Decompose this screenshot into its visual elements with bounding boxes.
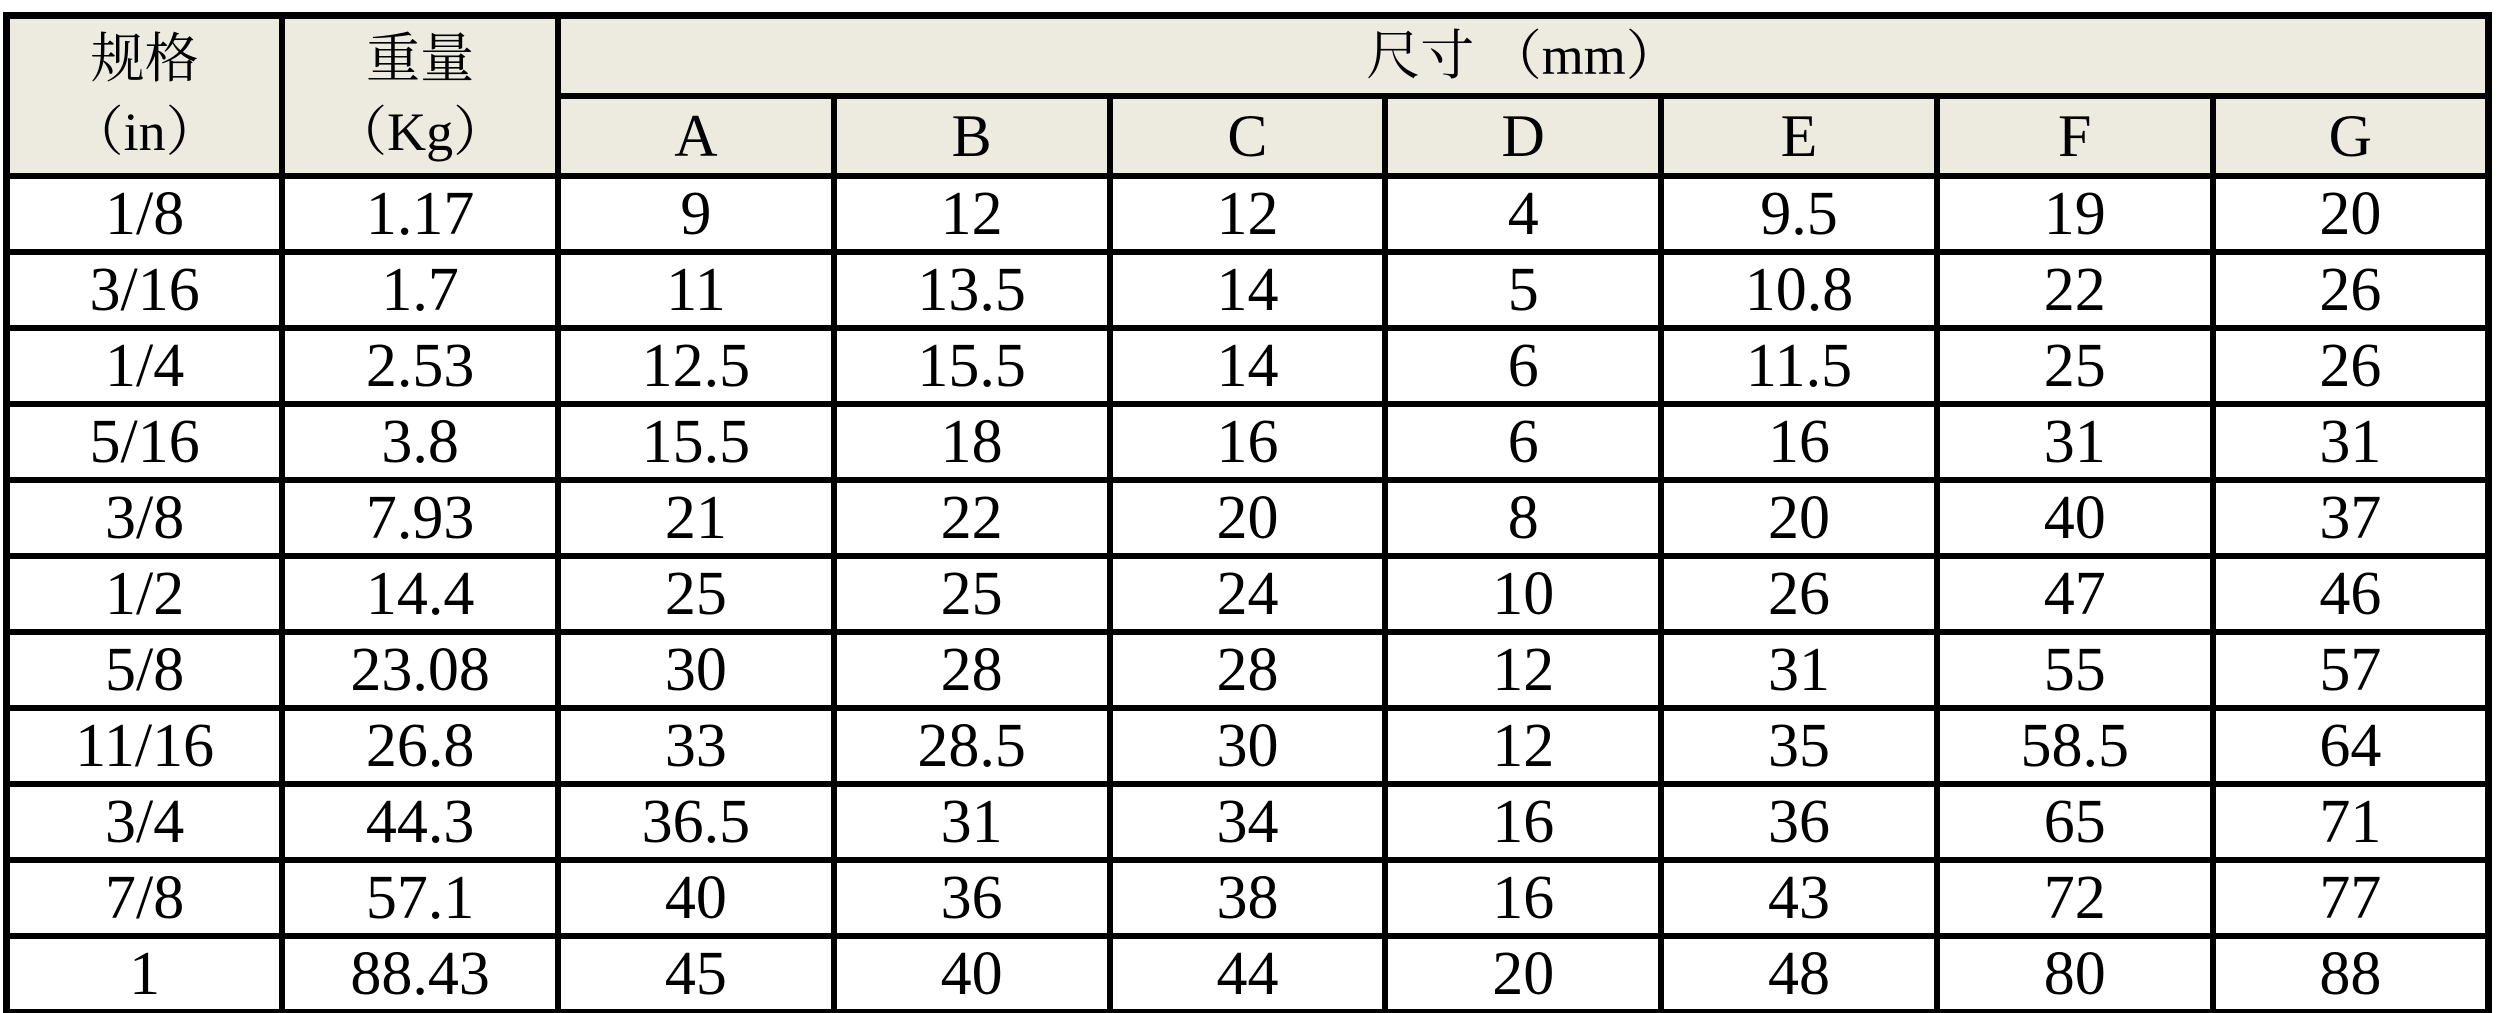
dim-e-cell: 10.8 xyxy=(1661,252,1937,328)
dim-b-cell: 12 xyxy=(834,176,1110,252)
dim-a-cell: 33 xyxy=(558,708,834,784)
header-col-b: B xyxy=(834,96,1110,176)
dimension-spec-table xyxy=(3,12,2492,1013)
dim-g-cell: 88 xyxy=(2213,936,2489,1013)
weight-cell: 2.53 xyxy=(282,328,558,404)
dim-g-cell: 20 xyxy=(2213,176,2489,252)
dim-e-cell: 31 xyxy=(1661,632,1937,708)
dim-g-cell: 31 xyxy=(2213,404,2489,480)
dim-b-cell: 40 xyxy=(834,936,1110,1013)
weight-cell: 7.93 xyxy=(282,480,558,556)
table-row xyxy=(7,480,2489,556)
dim-e-cell: 48 xyxy=(1661,936,1937,1013)
dim-g-cell: 37 xyxy=(2213,480,2489,556)
spec-cell: 1/4 xyxy=(7,328,283,404)
dim-f-cell: 19 xyxy=(1937,176,2213,252)
dim-c-cell: 12 xyxy=(1110,176,1386,252)
dim-c-cell: 14 xyxy=(1110,328,1386,404)
dim-b-cell: 28 xyxy=(834,632,1110,708)
header-weight-label: 重量 xyxy=(366,29,475,89)
dim-f-cell: 31 xyxy=(1937,404,2213,480)
dim-b-cell: 18 xyxy=(834,404,1110,480)
dim-b-cell: 28.5 xyxy=(834,708,1110,784)
dim-c-cell: 20 xyxy=(1110,480,1386,556)
spec-cell: 3/16 xyxy=(7,252,283,328)
header-dimensions-group: 尺寸 （mm） xyxy=(558,16,2488,96)
dim-f-cell: 65 xyxy=(1937,784,2213,860)
spec-cell: 3/4 xyxy=(7,784,283,860)
header-col-c: C xyxy=(1110,96,1386,176)
dim-g-cell: 46 xyxy=(2213,556,2489,632)
dim-c-cell: 16 xyxy=(1110,404,1386,480)
dim-e-cell: 16 xyxy=(1661,404,1937,480)
spec-cell: 11/16 xyxy=(7,708,283,784)
weight-cell: 14.4 xyxy=(282,556,558,632)
spec-cell: 1/8 xyxy=(7,176,283,252)
dim-e-cell: 26 xyxy=(1661,556,1937,632)
dim-e-cell: 20 xyxy=(1661,480,1937,556)
dim-g-cell: 77 xyxy=(2213,860,2489,936)
dim-g-cell: 64 xyxy=(2213,708,2489,784)
dim-b-cell: 15.5 xyxy=(834,328,1110,404)
table-row xyxy=(7,404,2489,480)
weight-cell: 1.17 xyxy=(282,176,558,252)
table-row xyxy=(7,556,2489,632)
table-header xyxy=(7,16,2489,177)
dim-d-cell: 6 xyxy=(1385,328,1661,404)
dim-b-cell: 13.5 xyxy=(834,252,1110,328)
header-spec xyxy=(7,16,283,177)
table-row xyxy=(7,860,2489,936)
dim-f-cell: 25 xyxy=(1937,328,2213,404)
dim-b-cell: 22 xyxy=(834,480,1110,556)
dim-f-cell: 80 xyxy=(1937,936,2213,1013)
table-row xyxy=(7,632,2489,708)
dim-g-cell: 71 xyxy=(2213,784,2489,860)
dim-g-cell: 26 xyxy=(2213,328,2489,404)
table-row xyxy=(7,708,2489,784)
dim-d-cell: 8 xyxy=(1385,480,1661,556)
dim-a-cell: 30 xyxy=(558,632,834,708)
weight-cell: 1.7 xyxy=(282,252,558,328)
dim-f-cell: 22 xyxy=(1937,252,2213,328)
dim-d-cell: 4 xyxy=(1385,176,1661,252)
spec-cell: 1/2 xyxy=(7,556,283,632)
weight-cell: 3.8 xyxy=(282,404,558,480)
header-col-g: G xyxy=(2213,96,2489,176)
dim-d-cell: 16 xyxy=(1385,860,1661,936)
spec-cell: 5/16 xyxy=(7,404,283,480)
dim-b-cell: 25 xyxy=(834,556,1110,632)
dim-e-cell: 35 xyxy=(1661,708,1937,784)
dim-f-cell: 47 xyxy=(1937,556,2213,632)
dim-a-cell: 15.5 xyxy=(558,404,834,480)
weight-cell: 57.1 xyxy=(282,860,558,936)
dim-e-cell: 36 xyxy=(1661,784,1937,860)
dim-d-cell: 5 xyxy=(1385,252,1661,328)
dim-e-cell: 43 xyxy=(1661,860,1937,936)
dim-f-cell: 40 xyxy=(1937,480,2213,556)
dim-c-cell: 28 xyxy=(1110,632,1386,708)
weight-cell: 26.8 xyxy=(282,708,558,784)
weight-cell: 88.43 xyxy=(282,936,558,1013)
dim-d-cell: 16 xyxy=(1385,784,1661,860)
dim-b-cell: 36 xyxy=(834,860,1110,936)
dim-a-cell: 40 xyxy=(558,860,834,936)
header-spec-label: 规格 xyxy=(90,29,199,89)
dim-a-cell: 25 xyxy=(558,556,834,632)
dim-c-cell: 38 xyxy=(1110,860,1386,936)
dim-a-cell: 21 xyxy=(558,480,834,556)
dim-c-cell: 30 xyxy=(1110,708,1386,784)
dim-a-cell: 45 xyxy=(558,936,834,1013)
dim-f-cell: 55 xyxy=(1937,632,2213,708)
table-row xyxy=(7,784,2489,860)
header-col-d: D xyxy=(1385,96,1661,176)
dim-d-cell: 12 xyxy=(1385,632,1661,708)
header-row-group xyxy=(7,16,2489,96)
header-weight xyxy=(282,16,558,177)
dim-a-cell: 9 xyxy=(558,176,834,252)
dim-d-cell: 10 xyxy=(1385,556,1661,632)
header-col-e: E xyxy=(1661,96,1937,176)
dim-c-cell: 44 xyxy=(1110,936,1386,1013)
dim-a-cell: 12.5 xyxy=(558,328,834,404)
table-body xyxy=(7,176,2489,1013)
dim-f-cell: 58.5 xyxy=(1937,708,2213,784)
spec-cell: 3/8 xyxy=(7,480,283,556)
dim-f-cell: 72 xyxy=(1937,860,2213,936)
header-col-f: F xyxy=(1937,96,2213,176)
spec-cell: 5/8 xyxy=(7,632,283,708)
dim-e-cell: 9.5 xyxy=(1661,176,1937,252)
dim-a-cell: 36.5 xyxy=(558,784,834,860)
dim-d-cell: 6 xyxy=(1385,404,1661,480)
weight-cell: 44.3 xyxy=(282,784,558,860)
table-row xyxy=(7,936,2489,1013)
dim-g-cell: 26 xyxy=(2213,252,2489,328)
weight-cell: 23.08 xyxy=(282,632,558,708)
dim-a-cell: 11 xyxy=(558,252,834,328)
dim-g-cell: 57 xyxy=(2213,632,2489,708)
spec-cell: 7/8 xyxy=(7,860,283,936)
table-row xyxy=(7,176,2489,252)
dim-e-cell: 11.5 xyxy=(1661,328,1937,404)
spec-cell: 1 xyxy=(7,936,283,1013)
table-row xyxy=(7,328,2489,404)
header-col-a: A xyxy=(558,96,834,176)
header-weight-unit: （Kg） xyxy=(333,102,508,162)
dim-c-cell: 14 xyxy=(1110,252,1386,328)
dim-c-cell: 34 xyxy=(1110,784,1386,860)
dim-b-cell: 31 xyxy=(834,784,1110,860)
dim-d-cell: 20 xyxy=(1385,936,1661,1013)
dim-d-cell: 12 xyxy=(1385,708,1661,784)
table-row xyxy=(7,252,2489,328)
dim-c-cell: 24 xyxy=(1110,556,1386,632)
header-spec-unit: （in） xyxy=(69,102,220,162)
